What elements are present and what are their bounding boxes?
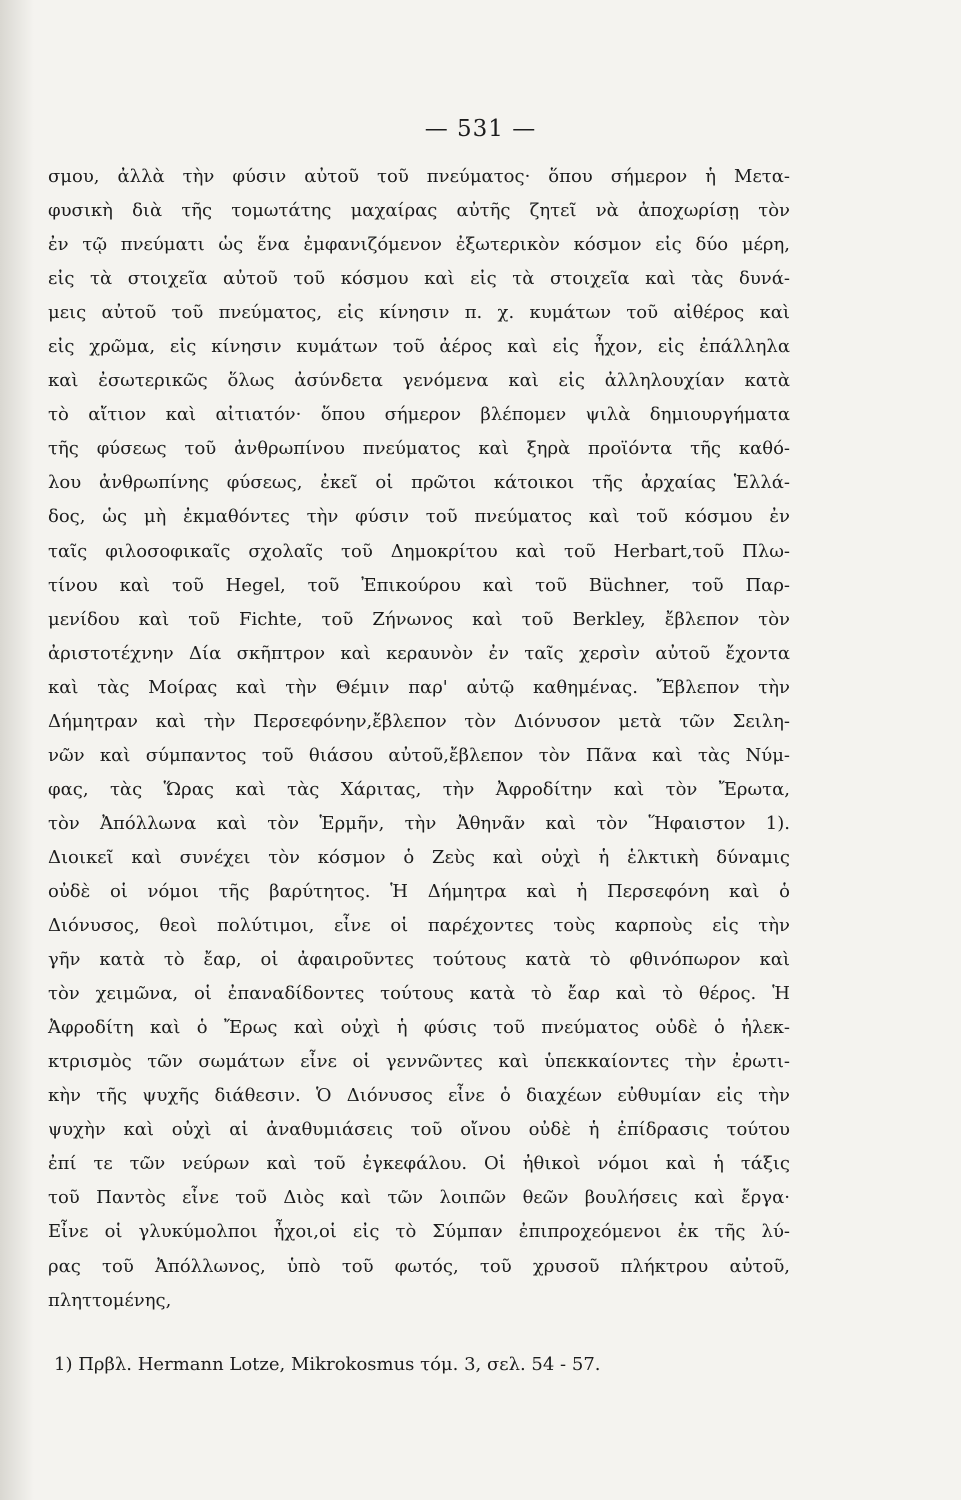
body-text [48, 160, 790, 1318]
text-line: ἀριστοτέχνην Δία σκῆπτρον καὶ κεραυνὸν ἐν ταῖς χερσὶν αὐτοῦ ἔχοντα [48, 642, 790, 664]
text-line: κτρισμὸς τῶν σωμάτων εἶνε οἱ γεννῶντες καὶ ὑπεκκαίοντες τὴν ἐρωτι- [48, 1051, 790, 1073]
text-line: τὸ αἴτιον καὶ αἰτιατόν· ὅπου σήμερον βλέπομεν ψιλὰ δημιουργήματα [48, 404, 790, 426]
text-line: Ἀφροδίτη καὶ ὁ Ἔρως καὶ οὐχὶ ἡ φύσις τοῦ πνεύματος οὐδὲ ὁ ἠλεκ- [48, 1017, 790, 1039]
text-line: οὐδὲ οἱ νόμοι τῆς βαρύτητος. Ἡ Δήμητρα καὶ ἡ Περσεφόνη καὶ ὁ [48, 880, 790, 902]
text-line: γῆν κατὰ τὸ ἔαρ, οἱ ἀφαιροῦντες τούτους κατὰ τὸ φθινόπωρον καὶ [48, 949, 790, 971]
text-line: Διοικεῖ καὶ συνέχει τὸν κόσμον ὁ Ζεὺς καὶ οὐχὶ ἡ ἑλκτικὴ δύναμις [48, 846, 790, 868]
text-line: ψυχὴν καὶ οὐχὶ αἱ ἀναθυμιάσεις τοῦ οἴνου οὐδὲ ἡ ἐπίδρασις τούτου [48, 1119, 790, 1141]
text-line: Εἶνε οἱ γλυκύμολποι ἦχοι,οἱ εἰς τὸ Σύμπαν ἐπιπροχεόμενοι ἐκ τῆς λύ- [48, 1221, 790, 1243]
text-line: φυσικὴ διὰ τῆς τομωτάτης μαχαίρας αὐτῆς ζητεῖ νὰ ἀποχωρίσῃ τὸν [48, 200, 790, 222]
text-line: τὸν Ἀπόλλωνα καὶ τὸν Ἑρμῆν, τὴν Ἀθηνᾶν καὶ τὸν Ἥφαιστον 1). [48, 812, 790, 834]
text-line: φας, τὰς Ὥρας καὶ τὰς Χάριτας, τὴν Ἀφροδίτην καὶ τὸν Ἔρωτα, [48, 778, 790, 800]
text-line: λου ἀνθρωπίνης φύσεως, ἐκεῖ οἱ πρῶτοι κάτοικοι τῆς ἀρχαίας Ἑλλά- [48, 472, 790, 494]
text-line: ἐν τῷ πνεύματι ὡς ἕνα ἐμφανιζόμενον ἐξωτερικὸν κόσμον εἰς δύο μέρη, [48, 234, 790, 256]
text-line: Δήμητραν καὶ τὴν Περσεφόνην,ἔβλεπον τὸν Διόνυσον μετὰ τῶν Σειλη- [48, 710, 790, 732]
text-line: εἰς τὰ στοιχεῖα αὐτοῦ τοῦ κόσμου καὶ εἰς τὰ στοιχεῖα καὶ τὰς δυνά- [48, 268, 790, 290]
text-line: ἐπί τε τῶν νεύρων καὶ τοῦ ἐγκεφάλου. Οἱ ἠθικοὶ νόμοι καὶ ἡ τάξις [48, 1153, 790, 1175]
text-line: τῆς φύσεως τοῦ ἀνθρωπίνου πνεύματος καὶ ξηρὰ προϊόντα τῆς καθό- [48, 438, 790, 460]
scan-shadow [0, 0, 34, 1500]
text-line: τοῦ Παντὸς εἶνε τοῦ Διὸς καὶ τῶν λοιπῶν θεῶν βουλήσεις καὶ ἔργα· [48, 1187, 790, 1209]
text-line: εἰς χρῶμα, εἰς κίνησιν κυμάτων τοῦ ἀέρος καὶ εἰς ἦχον, εἰς ἐπάλληλα [48, 336, 790, 358]
text-line: κὴν τῆς ψυχῆς διάθεσιν. Ὁ Διόνυσος εἶνε ὁ διαχέων εὐθυμίαν εἰς τὴν [48, 1085, 790, 1107]
text-line: σμου, ἀλλὰ τὴν φύσιν αὐτοῦ τοῦ πνεύματος· ὅπου σήμερον ἡ Μετα- [48, 166, 790, 187]
text-line: ρας τοῦ Ἀπόλλωνος, ὑπὸ τοῦ φωτός, τοῦ χρυσοῦ πλήκτρου αὐτοῦ, [48, 1255, 790, 1277]
text-line: τὸν χειμῶνα, οἱ ἐπαναδίδοντες τούτους κατὰ τὸ ἔαρ καὶ τὸ θέρος. Ἡ [48, 983, 790, 1005]
text-line: πληττομένης, [48, 1289, 172, 1311]
text-line: καὶ ἐσωτερικῶς ὅλως ἀσύνδετα γενόμενα καὶ εἰς ἀλληλουχίαν κατὰ [48, 370, 790, 392]
text-line: μεις αὐτοῦ τοῦ πνεύματος, εἰς κίνησιν π. χ. κυμάτων τοῦ αἰθέρος καὶ [48, 302, 790, 324]
text-line: δος, ὡς μὴ ἐκμαθόντες τὴν φύσιν τοῦ πνεύματος καὶ τοῦ κόσμου ἐν [48, 506, 790, 528]
text-line: νῶν καὶ σύμπαντος τοῦ θιάσου αὐτοῦ,ἔβλεπον τὸν Πᾶνα καὶ τὰς Νύμ- [48, 744, 790, 766]
footnote: 1) Πρβλ. Hermann Lotze, Mikrokosmus τόμ. 3, σελ. 54 - 57. [54, 1354, 601, 1375]
text-line: μενίδου καὶ τοῦ Fichte, τοῦ Ζήνωνος καὶ τοῦ Berkley, ἔβλεπον τὸν [48, 608, 790, 630]
text-line: τίνου καὶ τοῦ Hegel, τοῦ Ἐπικούρου καὶ τοῦ Büchner, τοῦ Παρ- [48, 574, 790, 596]
text-line: Διόνυσος, θεοὶ πολύτιμοι, εἶνε οἱ παρέχοντες τοὺς καρποὺς εἰς τὴν [48, 915, 790, 937]
text-line: ταῖς φιλοσοφικαῖς σχολαῖς τοῦ Δημοκρίτου καὶ τοῦ Herbart,τοῦ Πλω- [48, 540, 790, 562]
text-line: καὶ τὰς Μοίρας καὶ τὴν Θέμιν παρ' αὐτῷ καθημένας. Ἔβλεπον τὴν [48, 676, 790, 698]
page-number: — 531 — [424, 116, 537, 142]
